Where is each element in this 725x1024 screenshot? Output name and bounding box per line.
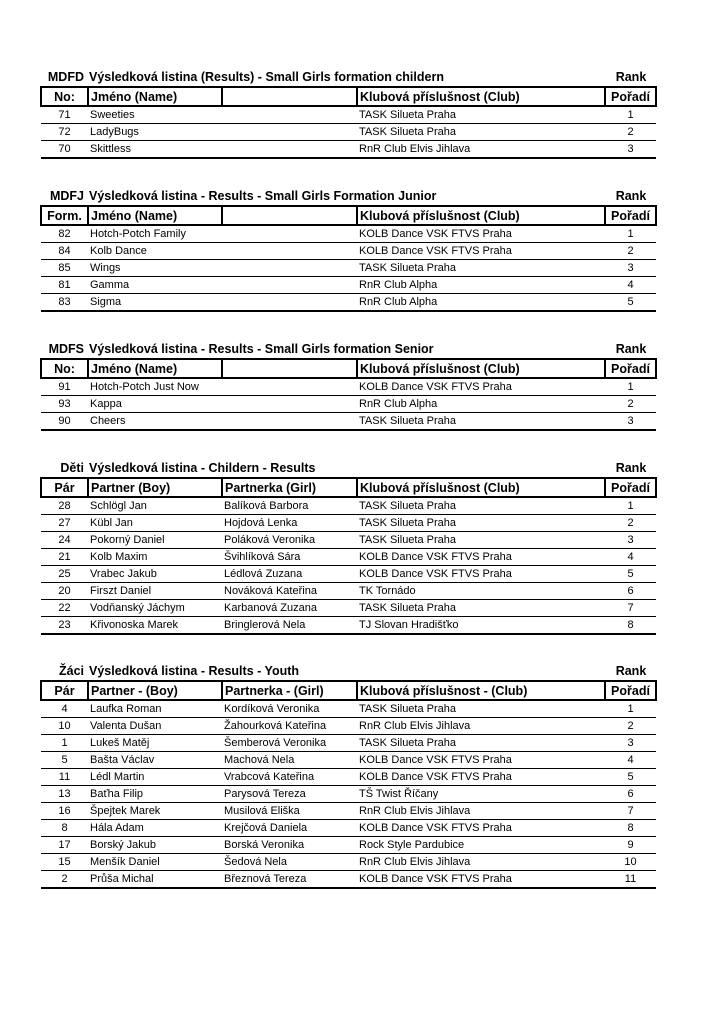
cell-name: Hotch-Potch Just Now: [88, 378, 222, 396]
table-row: [41, 277, 656, 294]
cell-number: 70: [41, 141, 88, 159]
results-table: [40, 86, 657, 159]
cell-partner: [222, 260, 357, 277]
cell-club: TASK Silueta Praha: [357, 700, 605, 718]
table-body: [41, 106, 656, 158]
cell-club: KOLB Dance VSK FTVS Praha: [357, 225, 605, 243]
section-header: [40, 664, 655, 680]
table-row: [41, 837, 656, 854]
rank-label: Rank: [615, 70, 647, 84]
cell-club: RnR Club Elvis Jihlava: [357, 718, 605, 735]
table-body: [41, 700, 656, 888]
table-row: [41, 106, 656, 124]
cell-name: Wings: [88, 260, 222, 277]
cell-rank: 1: [605, 497, 656, 515]
section-mdfs: [40, 342, 655, 431]
section-title: Výsledková listina - Childern - Results: [89, 461, 316, 475]
table-row: [41, 718, 656, 735]
table-body: [41, 378, 656, 430]
cell-name: Kolb Dance: [88, 243, 222, 260]
cell-partner: Březnová Tereza: [222, 871, 357, 889]
column-header-partner: [222, 359, 357, 378]
section-code: MDFS: [48, 342, 84, 356]
section-code: MDFJ: [49, 189, 84, 203]
section-zaci: [40, 664, 655, 889]
cell-name: Vodňanský Jáchym: [88, 600, 222, 617]
cell-number: 2: [41, 871, 88, 889]
cell-rank: 2: [605, 718, 656, 735]
cell-name: Laufka Roman: [88, 700, 222, 718]
cell-number: 17: [41, 837, 88, 854]
cell-partner: [222, 277, 357, 294]
cell-partner: Balíková Barbora: [222, 497, 357, 515]
cell-name: Menšík Daniel: [88, 854, 222, 871]
column-header-name: Jméno (Name): [88, 359, 222, 378]
cell-club: TASK Silueta Praha: [357, 106, 605, 124]
cell-rank: 2: [605, 124, 656, 141]
cell-name: Borský Jakub: [88, 837, 222, 854]
column-header-number: Form.: [41, 206, 88, 225]
cell-name: Gamma: [88, 277, 222, 294]
cell-partner: Poláková Veronika: [222, 532, 357, 549]
cell-number: 8: [41, 820, 88, 837]
rank-label: Rank: [615, 342, 647, 356]
cell-number: 11: [41, 769, 88, 786]
cell-club: TASK Silueta Praha: [357, 515, 605, 532]
section-header: [40, 461, 655, 477]
cell-club: KOLB Dance VSK FTVS Praha: [357, 549, 605, 566]
column-header-name: Partner - (Boy): [88, 681, 222, 700]
table-body: [41, 225, 656, 311]
cell-rank: 5: [605, 294, 656, 312]
results-table: [40, 205, 657, 312]
cell-name: Schlögl Jan: [88, 497, 222, 515]
column-header-club: Klubová příslušnost (Club): [357, 87, 605, 106]
cell-name: Cheers: [88, 413, 222, 431]
cell-name: Skittless: [88, 141, 222, 159]
cell-club: TJ Slovan Hradišťko: [357, 617, 605, 635]
cell-club: TASK Silueta Praha: [357, 532, 605, 549]
cell-club: TASK Silueta Praha: [357, 260, 605, 277]
column-header-rank: Pořadí: [605, 87, 656, 106]
cell-club: TŠ Twist Říčany: [357, 786, 605, 803]
cell-number: 25: [41, 566, 88, 583]
cell-partner: [222, 294, 357, 312]
cell-rank: 8: [605, 617, 656, 635]
cell-partner: [222, 413, 357, 431]
cell-name: LadyBugs: [88, 124, 222, 141]
cell-name: Špejtek Marek: [88, 803, 222, 820]
section-title: Výsledková listina - Results - Youth: [89, 664, 300, 678]
cell-club: RnR Club Alpha: [357, 277, 605, 294]
table-header-row: [41, 478, 656, 497]
table-row: [41, 413, 656, 431]
table-row: [41, 700, 656, 718]
column-header-number: No:: [41, 87, 88, 106]
section-title: Výsledková listina - Results - Small Girls formation Senior: [89, 342, 434, 356]
cell-partner: Musilová Eliška: [222, 803, 357, 820]
cell-number: 83: [41, 294, 88, 312]
cell-partner: Borská Veronika: [222, 837, 357, 854]
column-header-rank: Pořadí: [605, 478, 656, 497]
column-header-number: No:: [41, 359, 88, 378]
cell-club: KOLB Dance VSK FTVS Praha: [357, 378, 605, 396]
cell-club: KOLB Dance VSK FTVS Praha: [357, 820, 605, 837]
cell-rank: 1: [605, 700, 656, 718]
results-table: [40, 358, 657, 431]
cell-number: 27: [41, 515, 88, 532]
results-table: [40, 680, 657, 889]
cell-name: Křivonoska Marek: [88, 617, 222, 635]
cell-number: 4: [41, 700, 88, 718]
cell-rank: 2: [605, 515, 656, 532]
table-header-row: [41, 359, 656, 378]
cell-rank: 1: [605, 225, 656, 243]
cell-number: 81: [41, 277, 88, 294]
cell-partner: Nováková Kateřina: [222, 583, 357, 600]
table-row: [41, 497, 656, 515]
section-title: Výsledková listina (Results) - Small Girls formation childern: [89, 70, 444, 84]
cell-number: 22: [41, 600, 88, 617]
table-row: [41, 294, 656, 312]
cell-name: Baťha Filip: [88, 786, 222, 803]
cell-partner: [222, 141, 357, 159]
cell-number: 91: [41, 378, 88, 396]
cell-partner: Vrabcová Kateřina: [222, 769, 357, 786]
table-row: [41, 225, 656, 243]
section-header: [40, 70, 655, 86]
cell-partner: Bringlerová Nela: [222, 617, 357, 635]
section-mdfj: [40, 189, 655, 312]
cell-rank: 3: [605, 260, 656, 277]
cell-name: Vrabec Jakub: [88, 566, 222, 583]
cell-partner: [222, 243, 357, 260]
cell-rank: 8: [605, 820, 656, 837]
cell-rank: 2: [605, 396, 656, 413]
cell-club: KOLB Dance VSK FTVS Praha: [357, 243, 605, 260]
table-row: [41, 124, 656, 141]
cell-name: Hotch-Potch Family: [88, 225, 222, 243]
cell-name: Pokorný Daniel: [88, 532, 222, 549]
cell-club: TASK Silueta Praha: [357, 735, 605, 752]
table-row: [41, 396, 656, 413]
table-row: [41, 515, 656, 532]
table-row: [41, 803, 656, 820]
cell-rank: 11: [605, 871, 656, 889]
cell-rank: 10: [605, 854, 656, 871]
cell-partner: Machová Nela: [222, 752, 357, 769]
cell-partner: Žahourková Kateřina: [222, 718, 357, 735]
cell-rank: 7: [605, 803, 656, 820]
rank-label: Rank: [615, 664, 647, 678]
table-row: [41, 532, 656, 549]
cell-club: KOLB Dance VSK FTVS Praha: [357, 871, 605, 889]
cell-number: 82: [41, 225, 88, 243]
cell-rank: 5: [605, 566, 656, 583]
cell-partner: [222, 378, 357, 396]
cell-club: KOLB Dance VSK FTVS Praha: [357, 566, 605, 583]
cell-rank: 3: [605, 413, 656, 431]
cell-club: RnR Club Alpha: [357, 294, 605, 312]
table-row: [41, 735, 656, 752]
cell-club: TASK Silueta Praha: [357, 124, 605, 141]
cell-rank: 6: [605, 786, 656, 803]
cell-rank: 9: [605, 837, 656, 854]
table-row: [41, 617, 656, 635]
column-header-rank: Pořadí: [605, 681, 656, 700]
column-header-number: Pár: [41, 681, 88, 700]
column-header-number: Pár: [41, 478, 88, 497]
cell-club: RnR Club Elvis Jihlava: [357, 141, 605, 159]
cell-rank: 3: [605, 532, 656, 549]
table-row: [41, 871, 656, 889]
cell-partner: [222, 225, 357, 243]
cell-rank: 4: [605, 752, 656, 769]
table-row: [41, 566, 656, 583]
cell-partner: [222, 106, 357, 124]
column-header-partner: [222, 206, 357, 225]
cell-club: RnR Club Elvis Jihlava: [357, 803, 605, 820]
cell-partner: Šedová Nela: [222, 854, 357, 871]
cell-partner: Kordíková Veronika: [222, 700, 357, 718]
cell-partner: Šemberová Veronika: [222, 735, 357, 752]
cell-rank: 1: [605, 106, 656, 124]
column-header-partner: [222, 87, 357, 106]
cell-name: Hála Adam: [88, 820, 222, 837]
results-table: [40, 477, 657, 635]
cell-number: 13: [41, 786, 88, 803]
cell-name: Bašta Václav: [88, 752, 222, 769]
cell-name: Sweeties: [88, 106, 222, 124]
cell-number: 85: [41, 260, 88, 277]
table-row: [41, 378, 656, 396]
cell-name: Lukeš Matěj: [88, 735, 222, 752]
cell-number: 23: [41, 617, 88, 635]
cell-partner: [222, 124, 357, 141]
cell-number: 5: [41, 752, 88, 769]
table-row: [41, 549, 656, 566]
section-code: Žáci: [58, 664, 84, 678]
cell-name: Lédl Martin: [88, 769, 222, 786]
cell-club: Rock Style Pardubice: [357, 837, 605, 854]
table-row: [41, 583, 656, 600]
column-header-club: Klubová příslušnost (Club): [357, 359, 605, 378]
cell-rank: 4: [605, 549, 656, 566]
cell-rank: 1: [605, 378, 656, 396]
cell-club: TASK Silueta Praha: [357, 497, 605, 515]
cell-club: RnR Club Alpha: [357, 396, 605, 413]
cell-partner: Hojdová Lenka: [222, 515, 357, 532]
table-row: [41, 752, 656, 769]
cell-name: Firszt Daniel: [88, 583, 222, 600]
table-row: [41, 786, 656, 803]
cell-partner: Lédlová Zuzana: [222, 566, 357, 583]
section-code: Děti: [60, 461, 84, 475]
cell-number: 93: [41, 396, 88, 413]
cell-number: 24: [41, 532, 88, 549]
cell-rank: 5: [605, 769, 656, 786]
table-row: [41, 243, 656, 260]
cell-rank: 6: [605, 583, 656, 600]
cell-partner: Karbanová Zuzana: [222, 600, 357, 617]
rank-label: Rank: [615, 189, 647, 203]
section-mdfd: [40, 70, 655, 159]
section-header: [40, 342, 655, 358]
cell-number: 15: [41, 854, 88, 871]
cell-rank: 3: [605, 735, 656, 752]
cell-number: 71: [41, 106, 88, 124]
section-title: Výsledková listina - Results - Small Girls Formation Junior: [89, 189, 437, 203]
column-header-rank: Pořadí: [605, 206, 656, 225]
section-deti: [40, 461, 655, 635]
table-row: [41, 854, 656, 871]
cell-number: 72: [41, 124, 88, 141]
table-row: [41, 260, 656, 277]
cell-number: 90: [41, 413, 88, 431]
section-header: [40, 189, 655, 205]
cell-number: 16: [41, 803, 88, 820]
cell-name: Kappa: [88, 396, 222, 413]
column-header-name: Jméno (Name): [88, 87, 222, 106]
table-header-row: [41, 87, 656, 106]
column-header-club: Klubová příslušnost (Club): [357, 206, 605, 225]
column-header-name: Partner (Boy): [88, 478, 222, 497]
cell-club: RnR Club Elvis Jihlava: [357, 854, 605, 871]
cell-number: 1: [41, 735, 88, 752]
section-code: MDFD: [47, 70, 84, 84]
column-header-partner: Partnerka - (Girl): [222, 681, 357, 700]
table-header-row: [41, 681, 656, 700]
cell-partner: Parysová Tereza: [222, 786, 357, 803]
table-row: [41, 820, 656, 837]
cell-rank: 3: [605, 141, 656, 159]
cell-club: TASK Silueta Praha: [357, 413, 605, 431]
cell-club: KOLB Dance VSK FTVS Praha: [357, 752, 605, 769]
cell-rank: 4: [605, 277, 656, 294]
cell-name: Průša Michal: [88, 871, 222, 889]
cell-partner: [222, 396, 357, 413]
cell-name: Kolb Maxim: [88, 549, 222, 566]
cell-club: TK Tornádo: [357, 583, 605, 600]
cell-number: 21: [41, 549, 88, 566]
column-header-club: Klubová příslušnost (Club): [357, 478, 605, 497]
cell-number: 10: [41, 718, 88, 735]
column-header-club: Klubová příslušnost - (Club): [357, 681, 605, 700]
column-header-name: Jméno (Name): [88, 206, 222, 225]
cell-partner: Švihlíková Sára: [222, 549, 357, 566]
table-row: [41, 769, 656, 786]
cell-rank: 7: [605, 600, 656, 617]
cell-rank: 2: [605, 243, 656, 260]
column-header-partner: Partnerka (Girl): [222, 478, 357, 497]
cell-number: 84: [41, 243, 88, 260]
table-row: [41, 600, 656, 617]
cell-name: Valenta Dušan: [88, 718, 222, 735]
rank-label: Rank: [615, 461, 647, 475]
cell-club: TASK Silueta Praha: [357, 600, 605, 617]
cell-number: 28: [41, 497, 88, 515]
column-header-rank: Pořadí: [605, 359, 656, 378]
cell-name: Kübl Jan: [88, 515, 222, 532]
cell-number: 20: [41, 583, 88, 600]
cell-club: KOLB Dance VSK FTVS Praha: [357, 769, 605, 786]
table-header-row: [41, 206, 656, 225]
cell-partner: Krejčová Daniela: [222, 820, 357, 837]
table-row: [41, 141, 656, 159]
table-body: [41, 497, 656, 634]
cell-name: Sigma: [88, 294, 222, 312]
